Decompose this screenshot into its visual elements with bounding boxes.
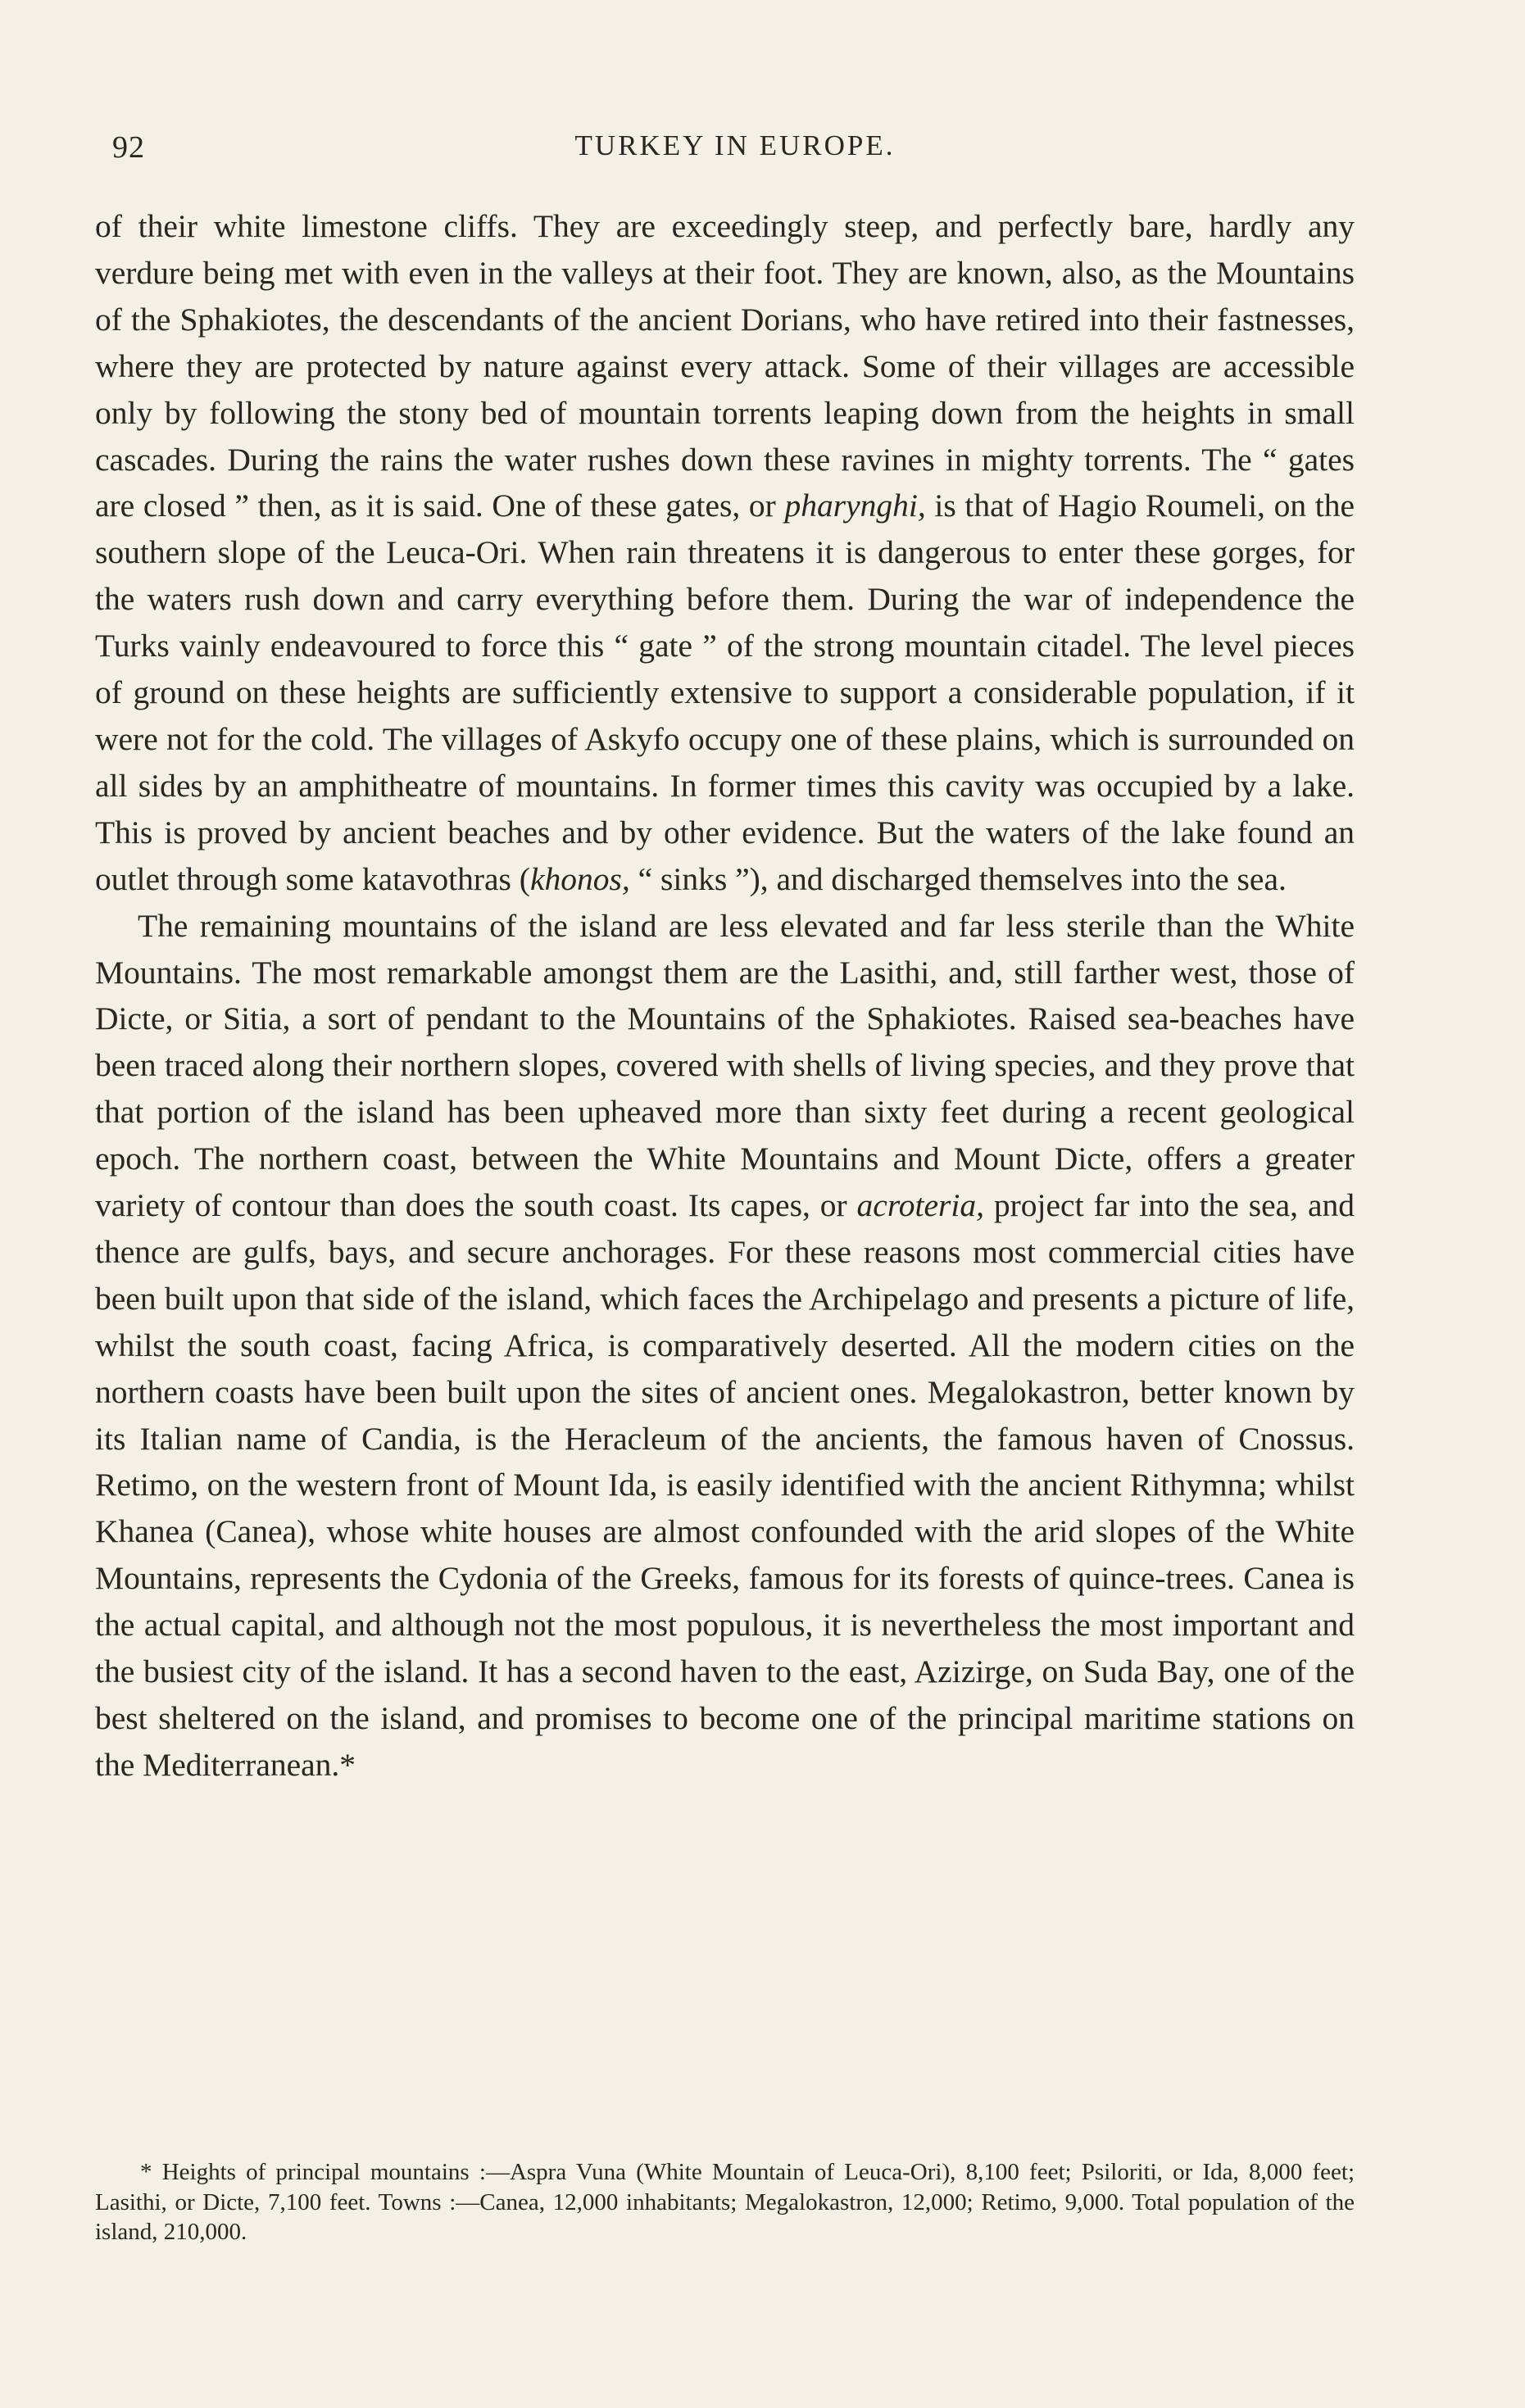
text-segment: “ sinks ”), and discharged themselves into the sea. [629,860,1287,897]
paragraph-1 [95,203,1355,903]
text-segment: project far into the sea, and thence are gulfs, bays, and secure anchorages. For these reasons most commercial cities have been built upon that side of the island, which faces the Archipelago and presents a picture of life, whilst the south coast, facing Africa, is comparatively deserted. All the modern cities on the northern coasts have been built upon the sites of ancient ones. Megalokastron, better known by its Italian name of Candia, is the Heracleum of the ancients, the famous haven of Cnossus. Retimo, on the western front of Mount Ida, is easily identified with the ancient Rithymna; whilst Khanea (Canea), whose white houses are almost confounded with the arid slopes of the White Mountains, represents the Cydonia of the Greeks, famous for its forests of quince-trees. Canea is the actual capital, and although not the most populous, it is nevertheless the most important and the busiest city of the island. It has a second haven to the east, Azizirge, on Suda Bay, one of the best sheltered on the island, and promises to become one of the principal maritime stations on the Mediterranean.* [95,1187,1355,1783]
page-number: 92 [112,130,145,165]
text-segment: The remaining mountains of the island are less elevated and far less sterile than the White Mountains. The most remarkable amongst them are the Lasithi, and, still farther west, those of Dicte, or Sitia, a sort of pendant to the Mountains of the Sphakiotes. Raised sea-beaches have been traced along their northern slopes, covered with shells of living species, and they prove that that portion of the island has been upheaved more than sixty feet during a recent geological epoch. The northern coast, between the White Mountains and Mount Dicte, offers a greater variety of contour than does the south coast. Its capes, or [95,907,1355,1224]
footnote: * Heights of principal mountains :—Aspra Vuna (White Mountain of Leuca-Ori), 8,100 feet; Psiloriti, or Ida, 8,000 feet; Lasithi, or Dicte, 7,100 feet. Towns :—Canea, 12,000 inhabitants; Megalokastron, 12,000; Retimo, 9,000. Total population of the island, 210,000. [95,2159,1355,2245]
running-title: TURKEY IN EUROPE. [574,129,896,161]
text-segment: is that of Hagio Roumeli, on the southern slope of the Leuca-Ori. When rain threatens it is dangerous to enter these gorges, for the waters rush down and carry everything before them. During the war of independence the Turks vainly endeavoured to force this “ gate ” of the strong mountain citadel. The level pieces of ground on these heights are sufficiently extensive to support a considerable population, if it were not for the cold. The villages of Askyfo occupy one of these plains, which is surrounded on all sides by an amphitheatre of mountains. In former times this cavity was occupied by a lake. This is proved by ancient beaches and by other evidence. But the waters of the lake found an outlet through some katavothras ( [95,487,1355,897]
text-segment: of their white limestone cliffs. They are exceedingly steep, and perfectly bare, hardly any verdure being met with even in the valleys at their foot. They are known, also, as the Mountains of the Sphakiotes, the descendants of the ancient Dorians, who have retired into their fastnesses, where they are protected by nature against every attack. Some of their villages are accessible only by following the stony bed of mountain torrents leaping down from the heights in small cascades. During the rains the water rushes down these ravines in mighty torrents. The “ gates are closed ” then, as it is said. One of these gates, or [95,208,1355,524]
italic-term: pharynghi, [784,487,926,524]
body-text [95,203,1355,1789]
page-header [112,129,1358,170]
paragraph-2 [95,903,1355,1789]
italic-term: acroteria, [856,1187,984,1224]
italic-term: khonos, [529,860,630,897]
